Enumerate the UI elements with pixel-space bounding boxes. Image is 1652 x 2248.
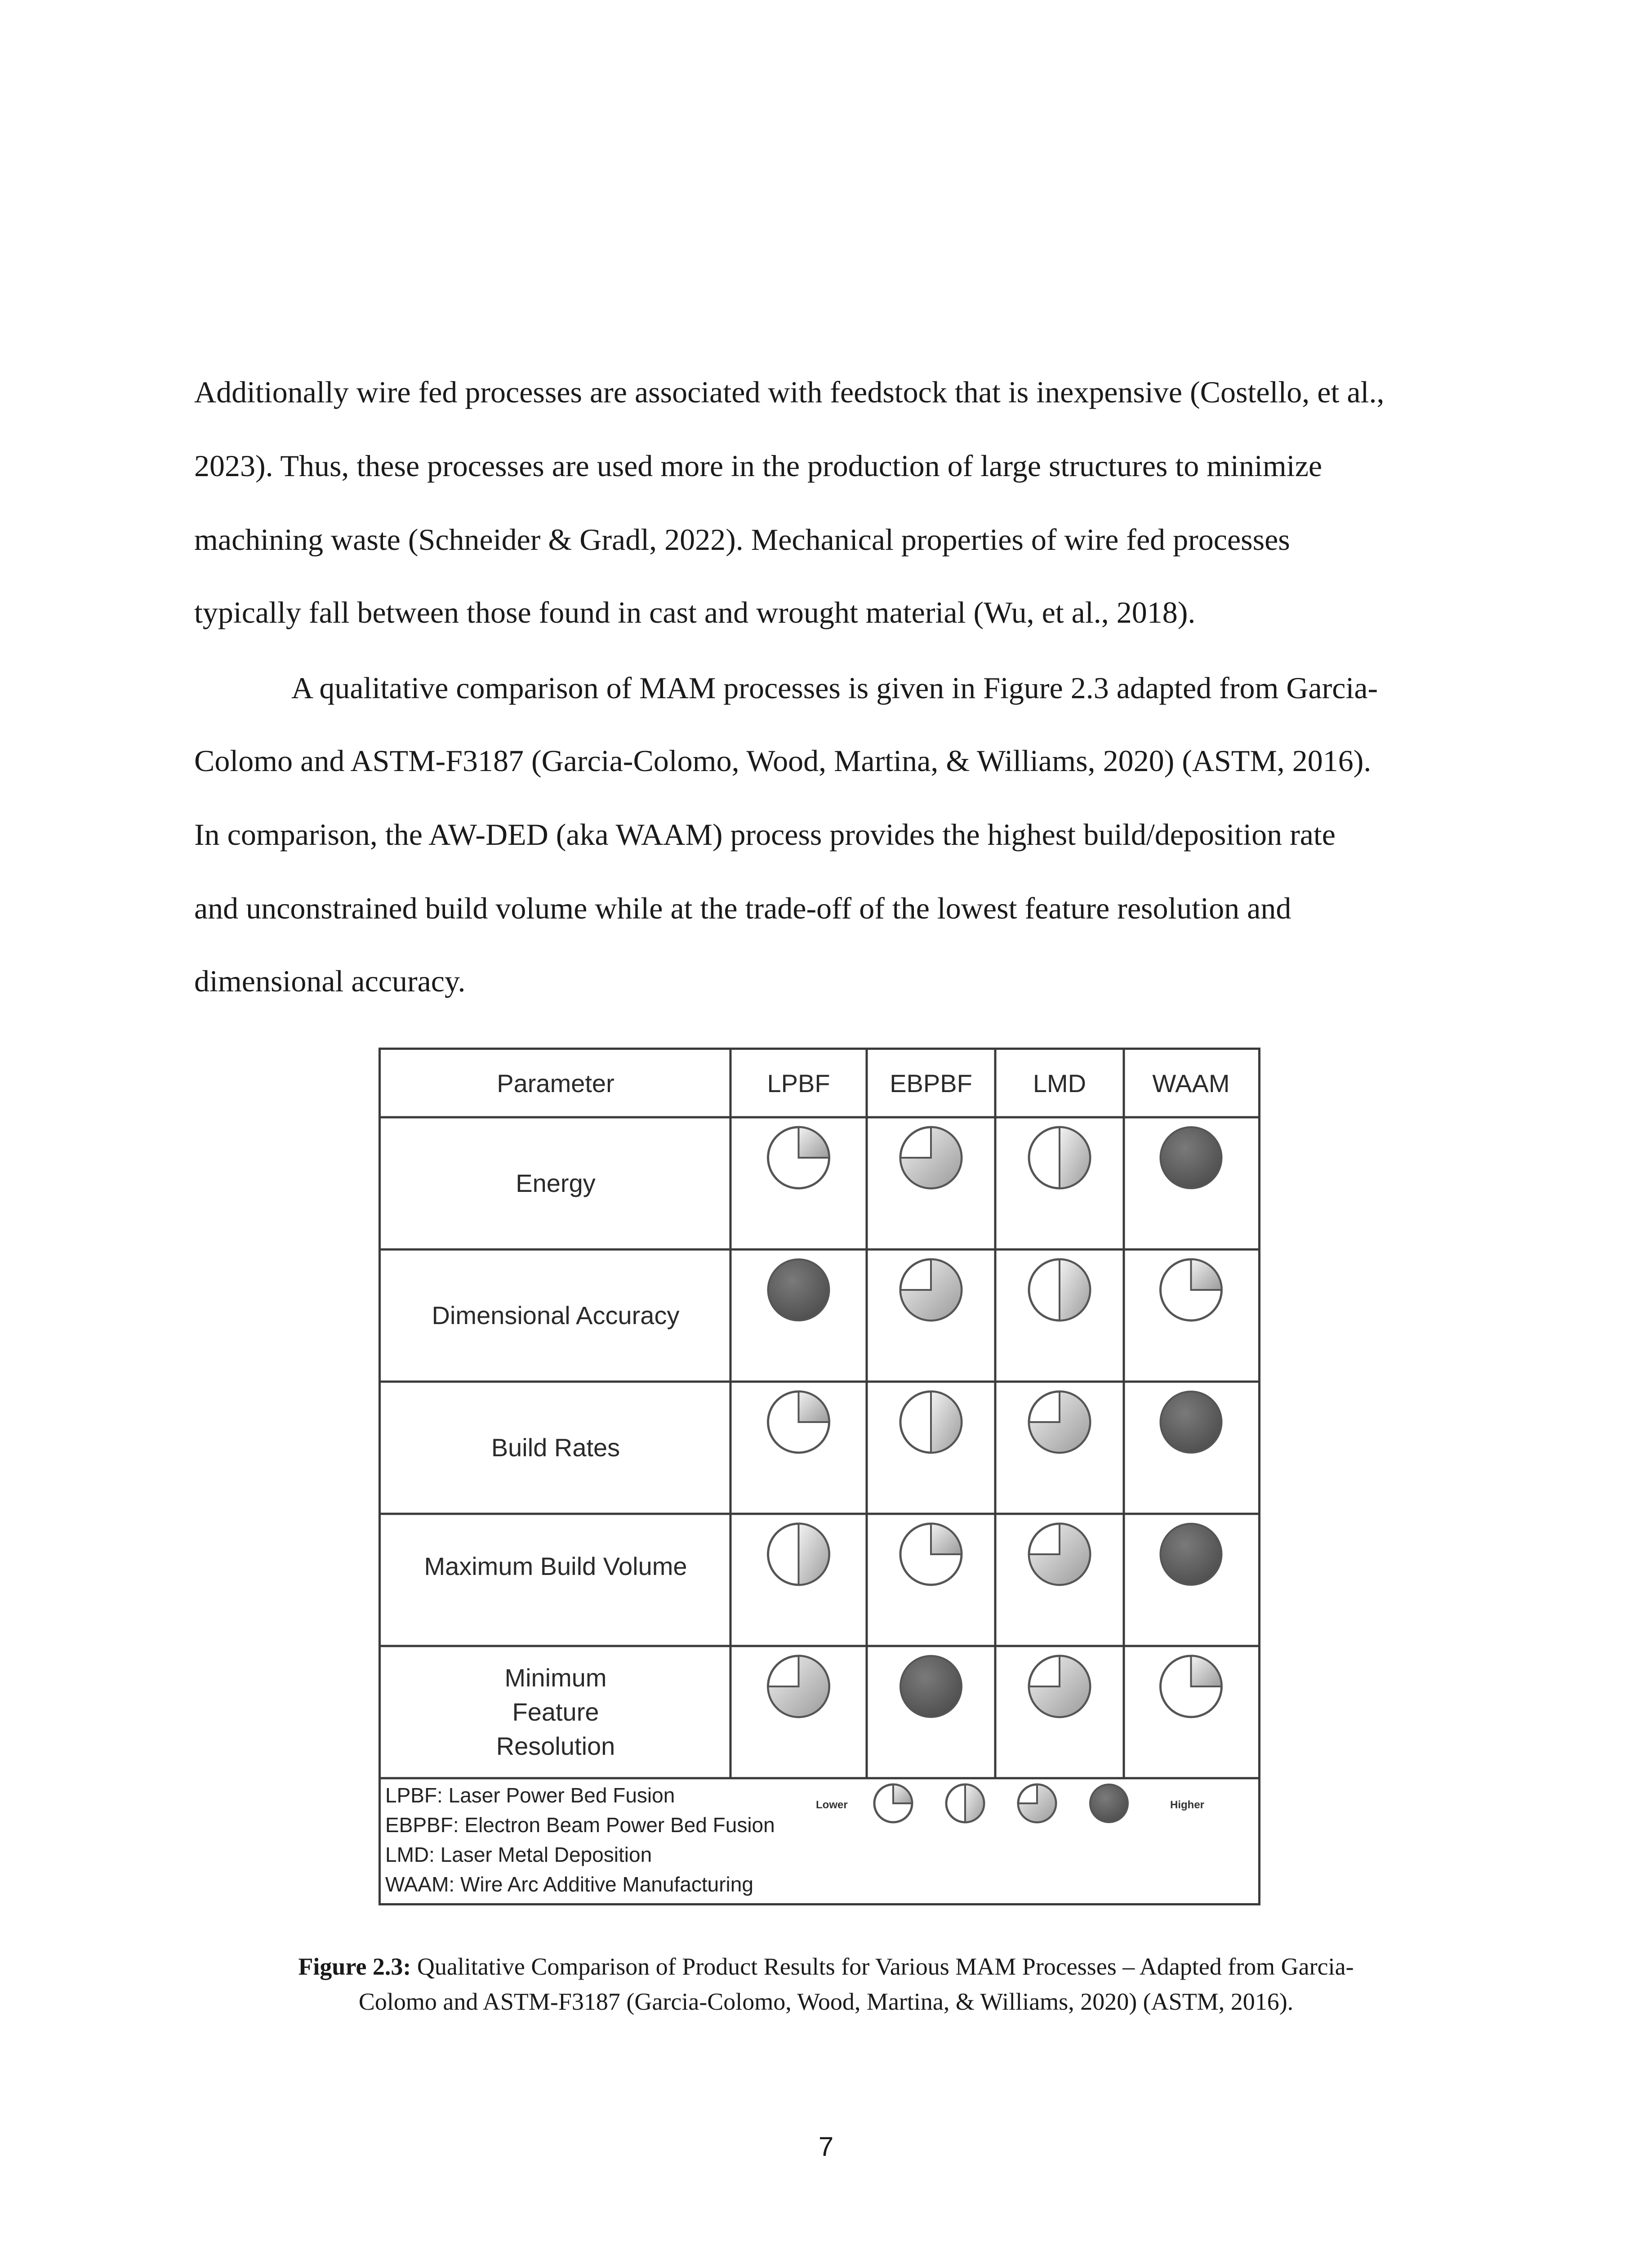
rating-icon-waam xyxy=(1161,1524,1222,1585)
row-label-energy: Energy xyxy=(516,1169,596,1197)
rating-icon-lmd xyxy=(1029,1259,1090,1320)
page-number: 7 xyxy=(818,2132,834,2162)
header-process-lpbf: LPBF xyxy=(767,1069,830,1097)
rating-icon-lpbf xyxy=(768,1259,829,1320)
legend-waam: WAAM: Wire Arc Additive Manufacturing xyxy=(385,1873,753,1896)
row-label-maximum-build-volume: Maximum Build Volume xyxy=(424,1552,687,1580)
header-process-waam: WAAM xyxy=(1152,1069,1230,1097)
rating-icon-lmd xyxy=(1029,1127,1090,1188)
rating-icon-waam xyxy=(1161,1259,1222,1320)
header-parameter: Parameter xyxy=(497,1069,614,1097)
header-process-lmd: LMD xyxy=(1033,1069,1086,1097)
rating-icon-lmd xyxy=(1029,1656,1090,1717)
rating-icon-ebpbf xyxy=(900,1524,962,1585)
scale-icon xyxy=(1018,1784,1056,1822)
figure-caption-label: Figure 2.3: xyxy=(298,1953,411,1980)
figure-caption-line-1 xyxy=(0,1950,1652,1983)
figure-caption-text: Qualitative Comparison of Product Results for Various MAM Processes – Adapted from Garcia- xyxy=(411,1953,1354,1980)
paragraph-line: Additionally wire fed processes are associated with feedstock that is inexpensive (Costello, et al., xyxy=(194,375,1385,409)
rating-icon-lpbf xyxy=(768,1127,829,1188)
rating-icon-waam xyxy=(1161,1127,1222,1188)
comparison-figure xyxy=(378,1048,1260,1905)
rating-icon-lpbf xyxy=(768,1392,829,1453)
scale-low-label: Lower xyxy=(816,1799,848,1811)
scale-icon xyxy=(946,1784,984,1822)
scale-icon xyxy=(874,1784,912,1822)
figure-caption-line-2: Colomo and ASTM-F3187 (Garcia-Colomo, Wood, Martina, & Williams, 2020) (ASTM, 2016). xyxy=(358,1988,1294,2015)
rating-icon-ebpbf xyxy=(900,1392,962,1453)
rating-icon-lpbf xyxy=(768,1524,829,1585)
paragraph-line: 2023). Thus, these processes are used more in the production of large structures to minimize xyxy=(194,449,1322,483)
scale-icon xyxy=(1090,1784,1128,1822)
paragraph-line: Colomo and ASTM-F3187 (Garcia-Colomo, Wood, Martina, & Williams, 2020) (ASTM, 2016). xyxy=(194,744,1371,778)
row-label-build-rates: Build Rates xyxy=(491,1433,620,1462)
header-process-ebpbf: EBPBF xyxy=(890,1069,972,1097)
scale-icons xyxy=(874,1784,1128,1822)
paragraph-line: dimensional accuracy. xyxy=(194,964,466,998)
paragraph-line: In comparison, the AW-DED (aka WAAM) process provides the highest build/deposition rate xyxy=(194,817,1336,852)
paragraph-line: typically fall between those found in cast and wrought material (Wu, et al., 2018). xyxy=(194,595,1196,629)
rating-icon-lpbf xyxy=(768,1656,829,1717)
paragraph-line: and unconstrained build volume while at the trade-off of the lowest feature resolution and xyxy=(194,891,1291,925)
rating-icon-lmd xyxy=(1029,1392,1090,1453)
legend-lpbf: LPBF: Laser Power Bed Fusion xyxy=(385,1784,675,1807)
rating-icon-ebpbf xyxy=(900,1656,962,1717)
row-label-dimensional-accuracy: Dimensional Accuracy xyxy=(432,1301,680,1329)
scale-high-label: Higher xyxy=(1170,1799,1205,1811)
paragraph-line: machining waste (Schneider & Gradl, 2022). Mechanical properties of wire fed processes xyxy=(194,522,1290,557)
row-label-minimum-feature-resolution: Minimum Feature Resolution xyxy=(496,1664,615,1760)
rating-icon-ebpbf xyxy=(900,1127,962,1188)
paragraph-line: A qualitative comparison of MAM processes is given in Figure 2.3 adapted from Garcia- xyxy=(291,671,1378,705)
rating-icon-lmd xyxy=(1029,1524,1090,1585)
rating-icon-waam xyxy=(1161,1392,1222,1453)
rating-icon-ebpbf xyxy=(900,1259,962,1320)
legend-lmd: LMD: Laser Metal Deposition xyxy=(385,1843,652,1866)
rating-icon-waam xyxy=(1161,1656,1222,1717)
legend-ebpbf: EBPBF: Electron Beam Power Bed Fusion xyxy=(385,1813,775,1837)
